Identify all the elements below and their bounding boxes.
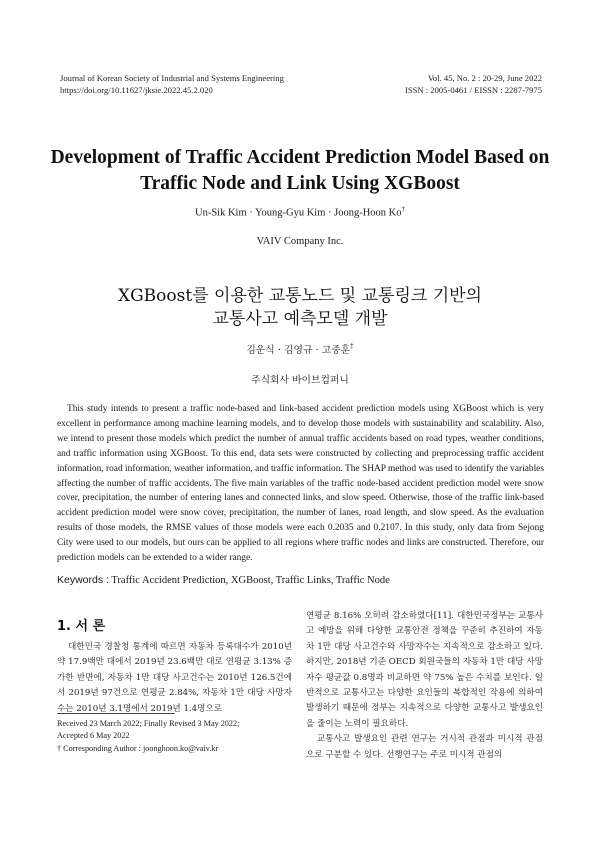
affiliation-english: VAIV Company Inc.	[256, 236, 344, 247]
footnote	[57, 718, 239, 755]
intro-paragraph-cont: 연평균 8.16% 오히려 감소하였다[11]. 대한민국정부는 교통사고 예방을 위해 다양한 교통안전 정책을 꾸준히 추진하여 자동차 1만 대당 사고건수와 사망자수는 지속적으로 감소하고 있다. 하지만, 2018년 기준 OECD 회원국들의 자동차 1만 대당 사망자수 평균값 0.8명과 비교하면 약 75% 높은 수치를 보인다. 일반적으로 교통사고는 다양한 요인들의 복합적인 작용에 의하여 발생하기 때문에 정부는 지속적으로 다양한 교통사고 발생요인을 줄이는 노력이 필요하다.	[306, 611, 543, 729]
intro-paragraph: 대한민국 경찰청 통계에 따르면 자동차 등록대수가 2010년 약 17.9백만 대에서 2019년 23.6백만 대로 연평균 3.13% 증가한 반면에, 자동차 1만 대당 사고건수는 2010년 126.5건에서 2019년 97건으로 연평균 2.84%, 자동차 1만 대당 사망자수는 2010년 3.1명에서 2019년 1.4명으로	[57, 642, 292, 714]
received-date: Received 23 March 2022; Finally Revised 3 May 2022;	[57, 719, 240, 728]
corresponding-author	[57, 743, 239, 755]
keywords	[57, 574, 390, 586]
accepted-date: Accepted 6 May 2022	[57, 731, 130, 741]
title-ko-line1: XGBoost를 이용한 교통노드 및 교통링크 기반의	[118, 286, 482, 306]
dagger-mark: †	[57, 743, 62, 753]
authors-korean	[0, 342, 600, 356]
volume-info: Vol. 45, No. 2 : 20-29, June 2022	[427, 73, 542, 83]
left-column	[57, 640, 292, 717]
doi-link[interactable]: https://doi.org/10.11627/jksie.2022.45.2.020	[60, 85, 213, 95]
volume-header	[405, 72, 542, 96]
footnote-divider	[57, 713, 175, 714]
title-en-line2: Traffic Node and Link Using XGBoost	[140, 173, 460, 194]
journal-header	[60, 72, 284, 96]
title-ko-line2: 교통사고 예측모델 개발	[212, 309, 388, 329]
abstract: This study intends to present a traffic node-based and link-based accident prediction models using XGBoost which is very excellent in performance among machine learning models, and to develop those models with sustainability and scalability. Also, we intend to present those models which predict the number of annual traffic accidents based on road types, weather conditions, and traffic information using XGBoost. To this end, data sets were constructed by collecting and preprocessing traffic accident information, road information, weather information, and traffic information. The SHAP method was used to identify the variables affecting the number of traffic accidents. The five main variables of the traffic node-based accident prediction model were snow cover, precipitation, the number of entering lanes and connected links, and slow speed. Otherwise, those of the traffic link-based accident prediction model were snow cover, precipitation, the number of lanes, road length, and slow speed. As the evaluation results of those models, the RMSE values of those models were each 0.2035 and 0.2107. In this study, only data from Sejong City were used to our models, but ours can be applied to all regions where traffic nodes and links are constructed. Therefore, our prediction models can be extended to a wider range.	[57, 404, 544, 564]
title-en-line1: Development of Traffic Accident Prediction Model Based on	[50, 147, 550, 168]
intro-paragraph-2: 교통사고 발생요인 관련 연구는 거시적 관점과 미시적 관점으로 구분할 수 있다. 선행연구는 주로 미시적 관점의	[306, 734, 543, 760]
author-list-en: Un-Sik Kim · Young-Gyu Kim · Joong-Hoon Ko	[194, 207, 402, 219]
authors-english	[0, 205, 600, 219]
issn-info: ISSN : 2005-0461 / EISSN : 2287-7975	[404, 85, 542, 95]
corresponding-mark-ko: †	[350, 342, 354, 351]
corresponding-mark: †	[401, 205, 405, 213]
journal-name: Journal of Korean Society of Industrial and Systems Engineering	[60, 73, 284, 83]
paper-title-english	[40, 145, 560, 197]
section-heading: 1. 서 론	[57, 619, 106, 634]
right-column	[306, 609, 543, 763]
keywords-label: Keywords :	[57, 574, 109, 586]
affiliation-korean: 주식회사 바이브컴퍼니	[251, 375, 349, 386]
paper-title-korean	[40, 285, 560, 331]
corresponding-author-text: Corresponding Author : joonghoon.ko@vaiv.kr	[63, 743, 219, 753]
author-list-ko: 김운식 · 김영규 · 고중훈	[246, 345, 351, 356]
keywords-list: Traffic Accident Prediction, XGBoost, Traffic Links, Traffic Node	[111, 575, 390, 586]
